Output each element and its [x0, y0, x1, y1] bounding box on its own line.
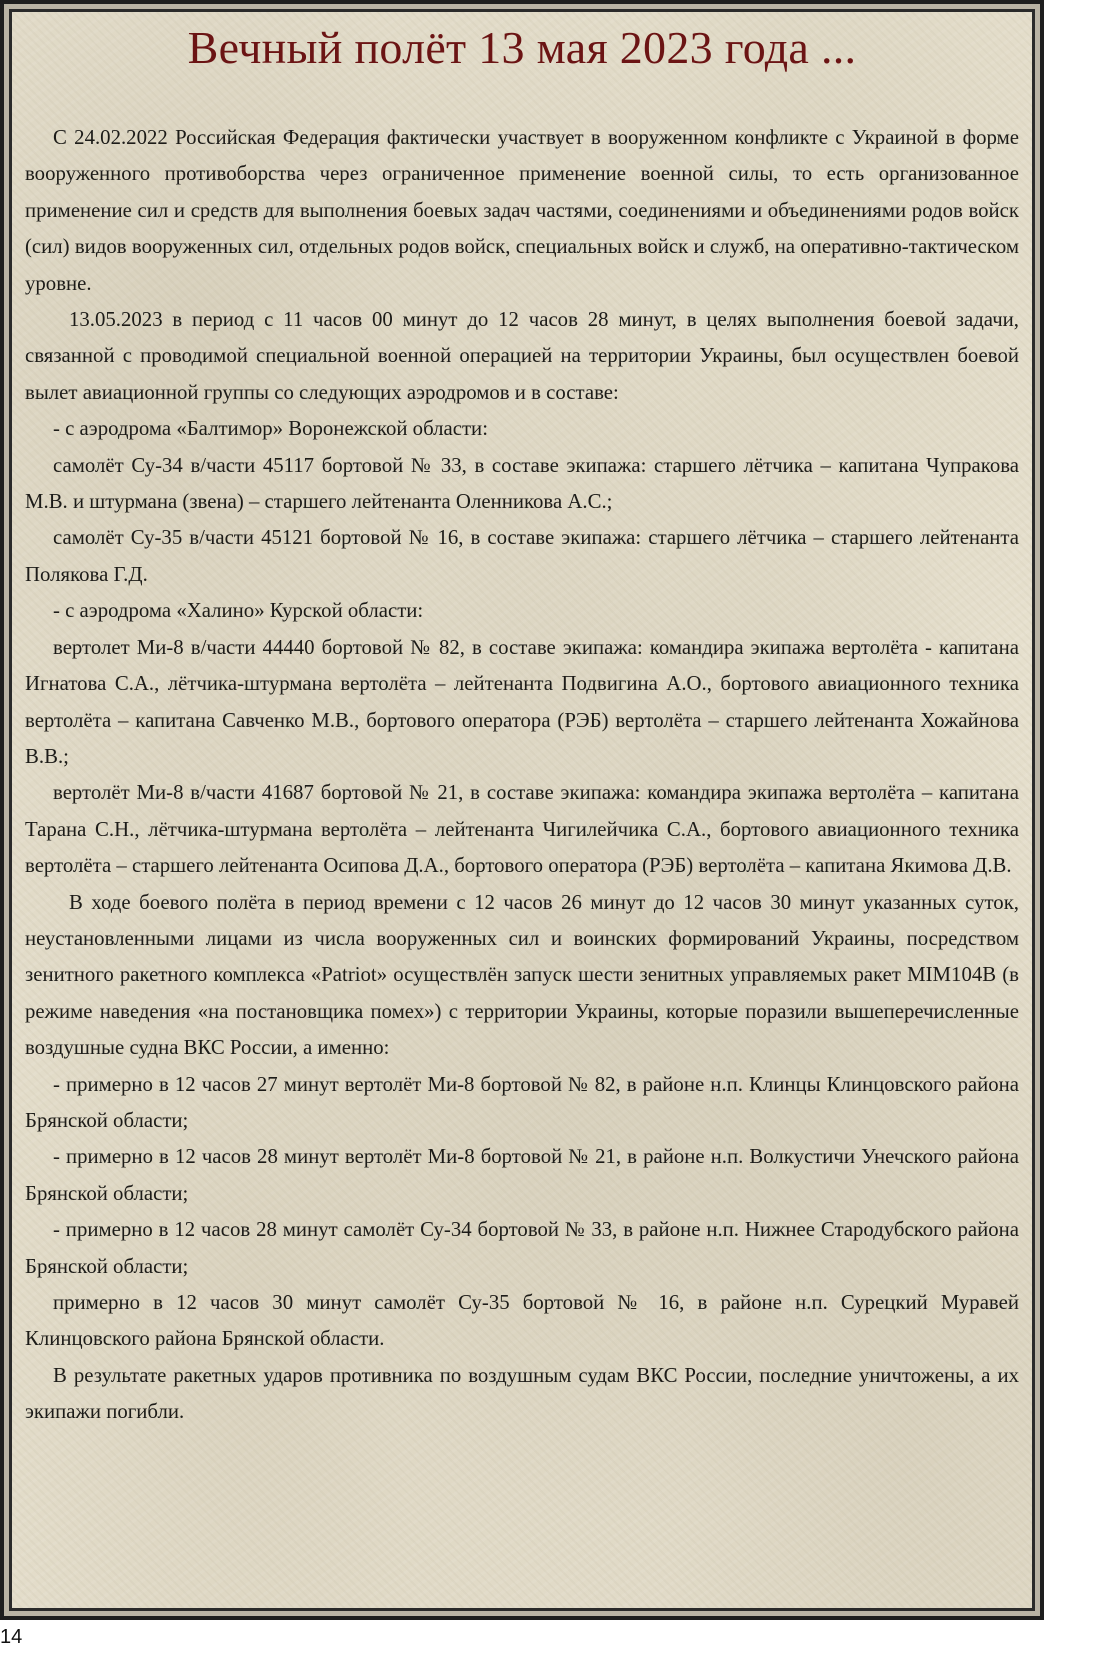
paragraph: С 24.02.2022 Российская Федерация фактически участвует в вооруженном конфликте с Украиной в форме вооруженного противоборства через ограниченное применение военной силы, то есть организованное применение сил и средств для выполнения боевых задач частями, соединениями и объединениями родов войск (сил) видов вооруженных сил, отдельных родов войск, специальных войск и служб, на оперативно-тактическом уровне. — [25, 126, 1019, 295]
paragraph: - с аэродрома «Балтимор» Воронежской области: — [53, 417, 488, 441]
paragraph: - примерно в 12 часов 27 минут вертолёт Ми-8 бортовой № 82, в районе н.п. Клинцы Клинцовского района Брянской области; — [25, 1072, 1019, 1132]
paragraph: вертолет Ми-8 в/части 44440 бортовой № 82, в составе экипажа: командира экипажа вертолёта - капитана Игнатова С.А., лётчика-штурмана вертолёта – лейтенанта Подвигина А.О., бортового авиационного техника вертолёта – капитана Савченко М.В., бортового оператора (РЭБ) вертолёта – старшего лейтенанта Хожайнова В.В.; — [25, 635, 1019, 768]
paragraph: самолёт Су-34 в/части 45117 бортовой № 33, в составе экипажа: старшего лётчика – капитана Чупракова М.В. и штурмана (звена) – старшего лейтенанта Оленникова А.С.; — [25, 453, 1019, 514]
paragraph: - с аэродрома «Халино» Курской области: — [53, 599, 424, 623]
page-title: Вечный полёт 13 мая 2023 года ... — [187, 22, 857, 73]
paragraph: - примерно в 12 часов 28 минут самолёт Су-34 бортовой № 33, в районе н.п. Нижнее Стародубского района Брянской области; — [25, 1218, 1019, 1278]
paragraph: В ходе боевого полёта в период времени с 12 часов 26 минут до 12 часов 30 минут указанных суток, неустановленными лицами из числа вооруженных сил и воинских формирований Украины, посредством зенитного ракетного комплекса «Patriot» осуществлён запуск шести зенитных управляемых ракет MIM104B (в режиме наведения «на постановщика помех») с территории Украины, которые поразили вышеперечисленные воздушные судна ВКС России, а именно: — [25, 890, 1019, 1060]
paragraph: В результате ракетных ударов противника по воздушным судам ВКС России, последние уничтожены, а их экипажи погибли. — [25, 1363, 1019, 1424]
page-number: 14 — [0, 1626, 23, 1648]
paragraph: примерно в 12 часов 30 минут самолёт Су-35 бортовой № 16, в районе н.п. Сурецкий Муравей Клинцовского района Брянской области. — [25, 1291, 1019, 1351]
document-body — [25, 120, 1019, 1431]
paragraph: - примерно в 12 часов 28 минут вертолёт Ми-8 бортовой № 21, в районе н.п. Волкустичи Унечского района Брянской области; — [25, 1145, 1019, 1205]
paragraph: самолёт Су-35 в/части 45121 бортовой № 16, в составе экипажа: старшего лётчика – старшего лейтенанта Полякова Г.Д. — [25, 526, 1019, 586]
page-content — [9, 9, 1035, 1611]
paragraph: вертолёт Ми-8 в/части 41687 бортовой № 21, в составе экипажа: командира экипажа вертолёта – капитана Тарана С.Н., лётчика-штурмана вертолёта – лейтенанта Чигилейчика С.А., бортового авиационного техника вертолёта – старшего лейтенанта Осипова Д.А., бортового оператора (РЭБ) вертолёта – капитана Якимова Д.В. — [25, 781, 1019, 878]
paragraph: 13.05.2023 в период с 11 часов 00 минут до 12 часов 28 минут, в целях выполнения боевой задачи, связанной с проводимой специальной военной операцией на территории Украины, был осуществлен боевой вылет авиационной группы со следующих аэродромов и в составе: — [25, 308, 1019, 404]
